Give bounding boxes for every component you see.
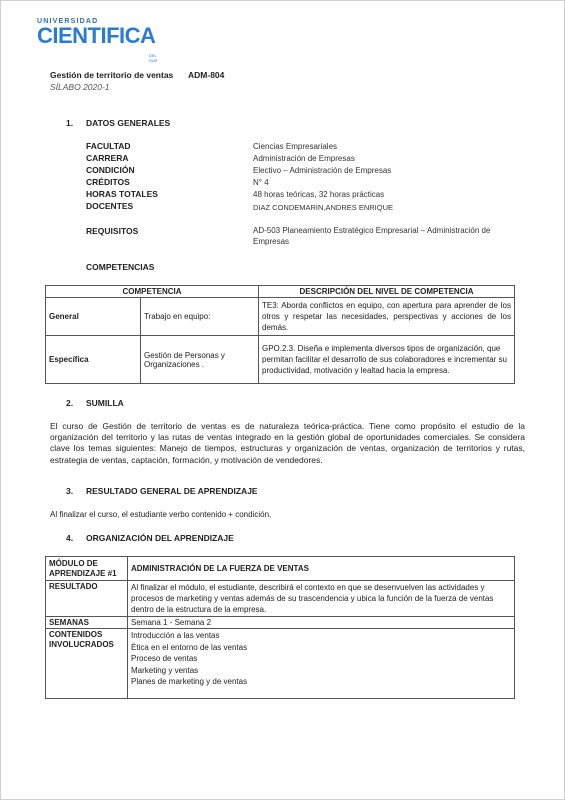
learning-result-text: Al finalizar el curso, el estudiante verbo contenido + condición. xyxy=(50,510,272,519)
competency-header: COMPETENCIA xyxy=(46,286,259,298)
table-header-row xyxy=(46,286,515,298)
requirements-line-1: AD-503 Planeamiento Estratégico Empresarial – Administración de xyxy=(253,226,491,235)
competencies-table xyxy=(45,285,515,384)
logo-sub-text: DEL SUR xyxy=(149,53,158,63)
section-2-number: 2. xyxy=(66,398,74,408)
requirements-line-2: Empresas xyxy=(253,237,290,246)
competency-description: TE3: Aborda conflictos en equipo, con apertura para aprender de los otros y respetar las necesidades, perspectivas y acciones de los demás. xyxy=(259,298,515,336)
career-label: CARRERA xyxy=(86,153,129,163)
competency-type: Específica xyxy=(46,336,141,384)
module-table xyxy=(45,556,515,699)
module-label: MÓDULO DE APRENDIZAJE #1 xyxy=(46,557,128,581)
syllabus-label: SÍLABO 2020-1 xyxy=(50,82,110,92)
credits-value: N° 4 xyxy=(253,178,269,187)
contents-list xyxy=(128,629,515,699)
career-value: Administración de Empresas xyxy=(253,154,355,163)
total-hours-label: HORAS TOTALES xyxy=(86,189,158,199)
section-1-title: DATOS GENERALES xyxy=(86,118,171,128)
logo-top-text: UNIVERSIDAD xyxy=(37,18,99,25)
result-text: Al finalizar el módulo, el estudiante, describirá el contexto en que se desenvuelven las actividades y procesos de marketing y ventas además de su trascendencia y ubica la función de la fuerza de ventas dentro de la estructura de la empresa. xyxy=(128,581,515,617)
competency-name: Trabajo en equipo: xyxy=(141,298,259,336)
list-item: Planes de marketing y de ventas xyxy=(131,677,248,686)
section-1-number: 1. xyxy=(66,118,74,128)
result-label: RESULTADO xyxy=(46,581,128,617)
condition-label: CONDICIÓN xyxy=(86,165,135,175)
section-3-title: RESULTADO GENERAL DE APRENDIZAJE xyxy=(86,486,258,496)
competency-name: Gestión de Personas y Organizaciones . xyxy=(141,336,259,384)
section-4-title: ORGANIZACIÓN DEL APRENDIZAJE xyxy=(86,533,234,543)
description-header: DESCRIPCIÓN DEL NIVEL DE COMPETENCIA xyxy=(259,286,515,298)
teachers-value: DIAZ CONDEMARIN,ANDRES ENRIQUE xyxy=(253,203,394,212)
list-item: Introducción a las ventas xyxy=(131,631,220,640)
teachers-label: DOCENTES xyxy=(86,201,134,211)
weeks-label: SEMANAS xyxy=(46,617,128,629)
list-item: Marketing y ventas xyxy=(131,665,199,675)
section-4-number: 4. xyxy=(66,533,74,543)
list-item: Ética en el entorno de las ventas xyxy=(131,642,248,652)
faculty-label: FACULTAD xyxy=(86,141,131,151)
module-title: ADMINISTRACIÓN DE LA FUERZA DE VENTAS xyxy=(128,557,515,581)
credits-label: CRÉDITOS xyxy=(86,177,130,187)
contents-label: CONTENIDOS INVOLUCRADOS xyxy=(46,629,128,699)
table-row xyxy=(46,629,515,699)
requirements-label: REQUISITOS xyxy=(86,226,139,236)
condition-value: Electivo – Administración de Empresas xyxy=(253,166,392,175)
course-title: Gestión de territorio de ventas xyxy=(50,70,174,80)
section-3-number: 3. xyxy=(66,486,74,496)
weeks-value: Semana 1 - Semana 2 xyxy=(128,617,515,629)
total-hours-value: 48 horas teóricas, 32 horas prácticas xyxy=(253,190,385,199)
university-logo xyxy=(37,18,158,63)
faculty-value: Ciencias Empresariales xyxy=(253,142,338,151)
logo-main-text: CIENTIFICA xyxy=(37,23,156,48)
course-code: ADM-804 xyxy=(188,70,225,80)
table-row xyxy=(46,557,515,581)
section-2-title: SUMILLA xyxy=(86,398,124,408)
table-row xyxy=(46,581,515,617)
list-item: Proceso de ventas xyxy=(131,654,198,663)
competency-type: General xyxy=(46,298,141,336)
competencies-title: COMPETENCIAS xyxy=(86,262,155,272)
summary-paragraph: El curso de Gestión de territorio de ventas es de naturaleza teórica-práctica. Tiene como propósito el estudio de la organización del territorio y las rutas de ventas integrado en la gestión global de oportunidades comerciales. Se considera clave los temas siguientes: Manejo de tiempos, estructuras y organización de ventas, organización de territorios y rutas, estrategia de ventas, captación, formación, y motivación de vendedores. xyxy=(50,421,525,465)
table-row xyxy=(46,617,515,629)
competency-description: GPO.2.3. Diseña e implementa diversos tipos de organización, que permitan facilitar el desarrollo de sus colaboradores e incrementar su productividad, motivación y lealtad hacia la empresa. xyxy=(259,336,515,384)
table-row xyxy=(46,336,515,384)
table-row xyxy=(46,298,515,336)
